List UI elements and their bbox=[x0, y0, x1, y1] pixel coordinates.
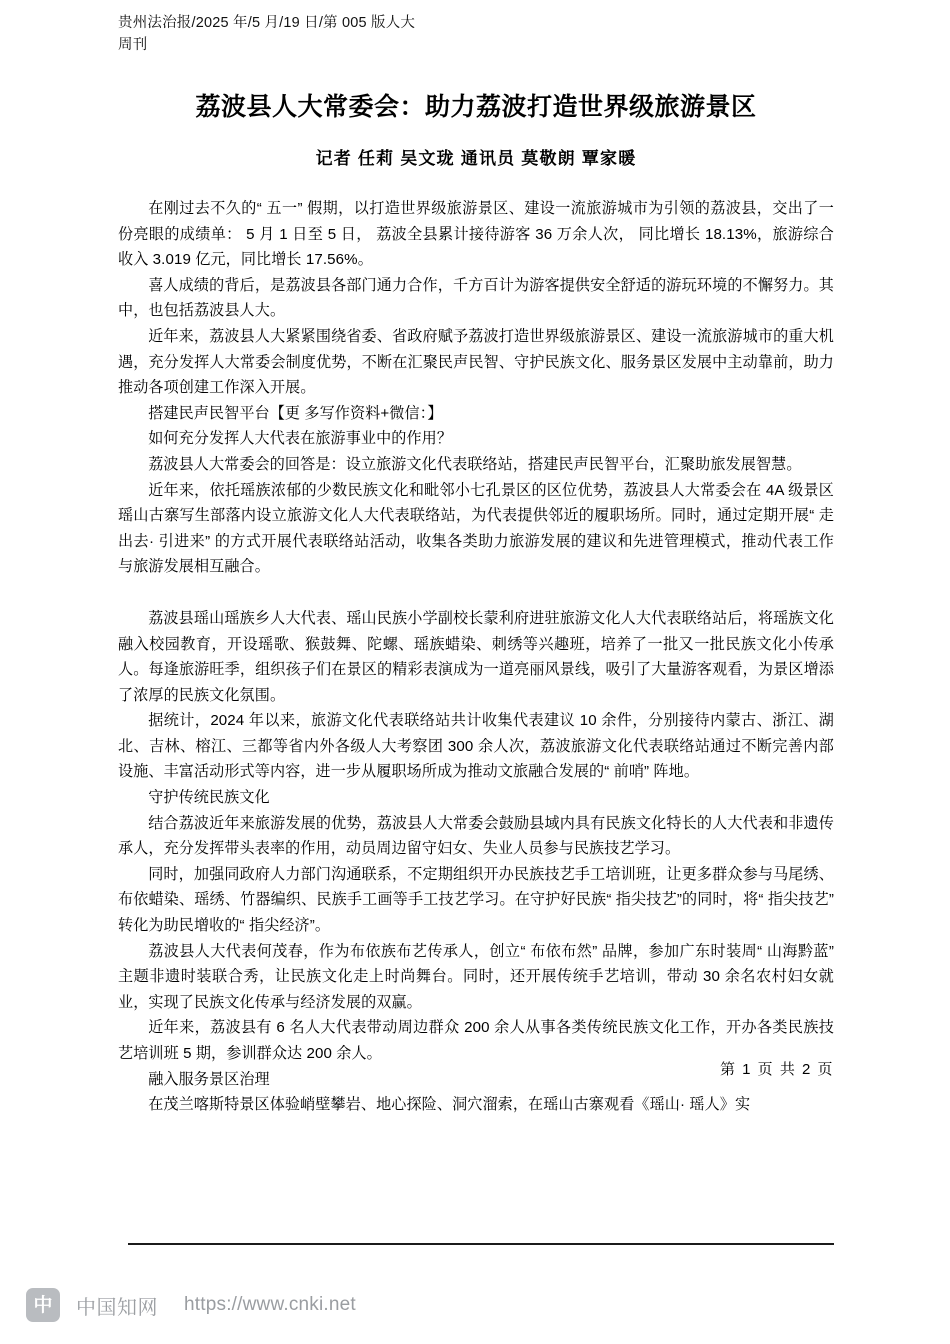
paragraph-subheading-platform: 搭建民声民智平台【更 多写作资料+微信：】 bbox=[148, 404, 443, 422]
paragraph: 近年来，荔波县有 6 名人大代表带动周边群众 200 余人从事各类传统民族文化工作，开办各类民族技艺培训班 5 期，参训群众达 200 余人。 bbox=[118, 1019, 834, 1062]
page-title: 荔波县人大常委会：助力荔波打造世界级旅游景区 bbox=[195, 93, 757, 121]
cnki-watermark bbox=[26, 1288, 356, 1322]
paragraph: 在刚过去不久的“ 五一” 假期，以打造世界级旅游景区、建设一流旅游城市为引领的荔波县，交出了一份亮眼的成绩单： 5 月 1 日至 5 日， 荔波全县累计接待游客 36 万余人次， 同比增长 18.13%，旅游综合收入 3.019 亿元，同比增长 17.56%。 bbox=[118, 200, 834, 269]
article-body bbox=[118, 196, 834, 1118]
paragraph: 在茂兰喀斯特景区体验峭壁攀岩、地心探险、洞穴溜索，在瑶山古寨观看《瑶山· 瑶人》实 bbox=[148, 1096, 751, 1114]
cnki-url-link[interactable]: https://www.cnki.net bbox=[184, 1294, 356, 1315]
cnki-logo-text: 中 bbox=[33, 1294, 53, 1316]
paragraph: 近年来，荔波县人大紧紧围绕省委、省政府赋予荔波打造世界级旅游景区、建设一流旅游城市的重大机遇，充分发挥人大常委会制度优势，不断在汇聚民声民智、守护民族文化、服务景区发展中主动靠前，助力推动各项创建工作深入开展。 bbox=[118, 327, 834, 397]
paragraph: 同时，加强同政府人力部门沟通联系，不定期组织开办民族技艺手工培训班，让更多群众参与马尾绣、布依蜡染、瑶绣、竹器编织、民族手工画等手工技艺学习。在守护好民族“ 指尖技艺”的同时，将“ 指尖技艺” 转化为助民增收的“ 指尖经济”。 bbox=[118, 865, 834, 935]
paragraph: 近年来，依托瑶族浓郁的少数民族文化和毗邻小七孔景区的区位优势，荔波县人大常委会在 4A 级景区瑶山古寨写生部落内设立旅游文化人大代表联络站，为代表提供邻近的履职场所。同时，通过定期开展“ 走出去· 引进来” 的方式开展代表联络站活动，收集各类助力旅游发展的建议和先进管理模式，推动代表工作与旅游发展相互融合。 bbox=[118, 481, 834, 576]
paragraph: 据统计，2024 年以来，旅游文化代表联络站共计收集代表建议 10 余件，分别接待内蒙古、浙江、湖北、吉林、榕江、三都等省内外各级人大考察团 300 余人次，荔波旅游文化代表联络站通过不断完善内部设施、丰富活动形式等内容，进一步从履职场所成为推动文旅融合发展的“ 前哨” 阵地。 bbox=[118, 712, 834, 781]
article-byline: 记者 任莉 吴文珑 通讯员 莫敬朗 覃家暖 bbox=[315, 149, 637, 168]
paragraph: 荔波县瑶山瑶族乡人大代表、瑶山民族小学副校长蒙利府进驻旅游文化人大代表联络站后，将瑶族文化融入校园教育，开设瑶歌、猴鼓舞、陀螺、瑶族蜡染、刺绣等兴趣班，培养了一批又一批民族文化小传承人。每逢旅游旺季，组织孩子们在景区的精彩表演成为一道亮丽风景线，吸引了大量游客观看，为景区增添了浓厚的民族文化氛围。 bbox=[118, 609, 834, 704]
paragraph-subheading-culture: 守护传统民族文化 bbox=[148, 789, 270, 807]
cnki-logo-icon bbox=[26, 1288, 60, 1322]
paragraph: 结合荔波近年来旅游发展的优势，荔波县人大常委会鼓励县域内具有民族文化特长的人大代表和非遗传承人，充分发挥带头表率的作用，动员周边留守妇女、失业人员参与民族技艺学习。 bbox=[118, 814, 834, 858]
paragraph: 喜人成绩的背后，是荔波县各部门通力合作，千方百计为游客提供安全舒适的游玩环境的不懈努力。其中，也包括荔波县人大。 bbox=[118, 276, 834, 320]
article-content bbox=[118, 12, 834, 1118]
paragraph: 荔波县人大常委会的回答是：设立旅游文化代表联络站，搭建民声民智平台，汇聚助旅发展智慧。 bbox=[148, 455, 802, 473]
cnki-name-label: 中国知网 bbox=[76, 1296, 158, 1319]
source-citation-line: 贵州法治报/2025 年/5 月/19 日/第 005 版人大周刊 bbox=[118, 15, 416, 53]
paragraph: 荔波县人大代表何茂春，作为布依族布艺传承人，创立“ 布依布然” 品牌，参加广东时装周“ 山海黔蓝” 主题非遗时装联合秀，让民族文化走上时尚舞台。同时，还开展传统手艺培训，带动 30 余名农村妇女就业，实现了民族文化传承与经济发展的双赢。 bbox=[118, 942, 834, 1011]
paragraph-subheading-governance: 融入服务景区治理 bbox=[148, 1070, 270, 1088]
paragraph: 如何充分发挥人大代表在旅游事业中的作用？ bbox=[148, 430, 453, 448]
footer-divider bbox=[128, 1243, 834, 1245]
page-indicator: 第 1 页 共 2 页 bbox=[719, 1061, 834, 1078]
